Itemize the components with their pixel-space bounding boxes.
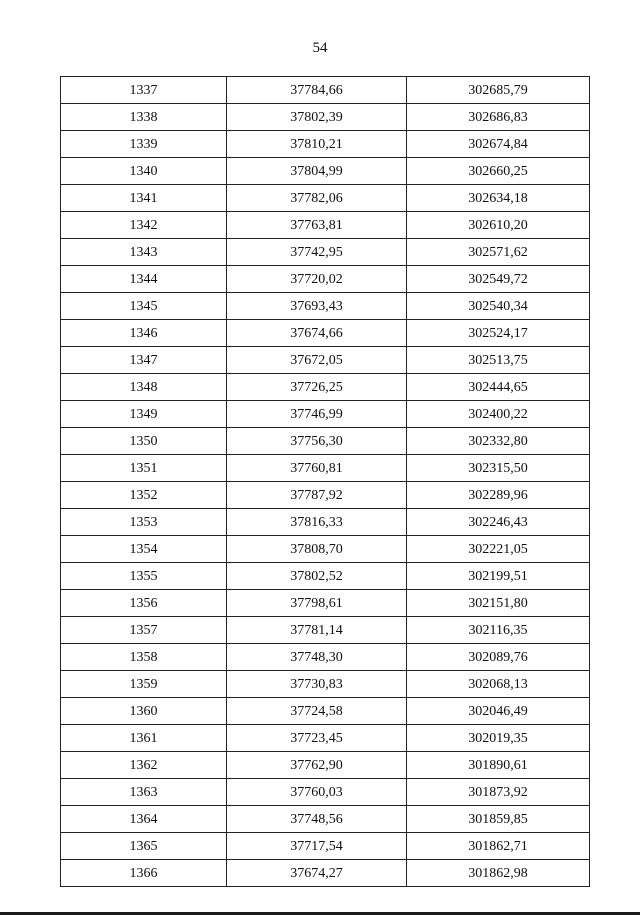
table-row (61, 509, 590, 536)
x-coordinate-cell: 37726,25 (227, 374, 407, 401)
x-coordinate-cell: 37802,52 (227, 563, 407, 590)
table-row (61, 563, 590, 590)
y-coordinate-cell: 302549,72 (407, 266, 590, 293)
point-number-cell: 1338 (61, 104, 227, 131)
point-number-cell: 1361 (61, 725, 227, 752)
point-number-cell: 1365 (61, 833, 227, 860)
y-coordinate-cell: 302332,80 (407, 428, 590, 455)
table-row (61, 590, 590, 617)
table-row (61, 347, 590, 374)
x-coordinate-cell: 37816,33 (227, 509, 407, 536)
table-row (61, 617, 590, 644)
coordinates-table (60, 76, 590, 887)
table-row (61, 644, 590, 671)
x-coordinate-cell: 37672,05 (227, 347, 407, 374)
y-coordinate-cell: 301859,85 (407, 806, 590, 833)
table-row (61, 77, 590, 104)
point-number-cell: 1363 (61, 779, 227, 806)
point-number-cell: 1349 (61, 401, 227, 428)
table-row (61, 806, 590, 833)
x-coordinate-cell: 37784,66 (227, 77, 407, 104)
y-coordinate-cell: 302019,35 (407, 725, 590, 752)
table-row (61, 104, 590, 131)
point-number-cell: 1348 (61, 374, 227, 401)
y-coordinate-cell: 302634,18 (407, 185, 590, 212)
table-row (61, 239, 590, 266)
y-coordinate-cell: 302571,62 (407, 239, 590, 266)
y-coordinate-cell: 302400,22 (407, 401, 590, 428)
x-coordinate-cell: 37674,27 (227, 860, 407, 887)
x-coordinate-cell: 37787,92 (227, 482, 407, 509)
point-number-cell: 1360 (61, 698, 227, 725)
point-number-cell: 1345 (61, 293, 227, 320)
y-coordinate-cell: 301873,92 (407, 779, 590, 806)
y-coordinate-cell: 302089,76 (407, 644, 590, 671)
point-number-cell: 1351 (61, 455, 227, 482)
table-row (61, 185, 590, 212)
x-coordinate-cell: 37730,83 (227, 671, 407, 698)
y-coordinate-cell: 302315,50 (407, 455, 590, 482)
point-number-cell: 1342 (61, 212, 227, 239)
x-coordinate-cell: 37693,43 (227, 293, 407, 320)
point-number-cell: 1337 (61, 77, 227, 104)
table-row (61, 833, 590, 860)
point-number-cell: 1346 (61, 320, 227, 347)
x-coordinate-cell: 37781,14 (227, 617, 407, 644)
x-coordinate-cell: 37674,66 (227, 320, 407, 347)
x-coordinate-cell: 37748,56 (227, 806, 407, 833)
table-body (61, 77, 590, 887)
table-row (61, 428, 590, 455)
y-coordinate-cell: 302685,79 (407, 77, 590, 104)
table-row (61, 671, 590, 698)
point-number-cell: 1343 (61, 239, 227, 266)
table-row (61, 131, 590, 158)
point-number-cell: 1352 (61, 482, 227, 509)
x-coordinate-cell: 37802,39 (227, 104, 407, 131)
x-coordinate-cell: 37810,21 (227, 131, 407, 158)
table-row (61, 266, 590, 293)
x-coordinate-cell: 37720,02 (227, 266, 407, 293)
point-number-cell: 1347 (61, 347, 227, 374)
page-number: 54 (312, 40, 328, 56)
point-number-cell: 1357 (61, 617, 227, 644)
y-coordinate-cell: 302221,05 (407, 536, 590, 563)
point-number-cell: 1356 (61, 590, 227, 617)
table-row (61, 401, 590, 428)
y-coordinate-cell: 302686,83 (407, 104, 590, 131)
point-number-cell: 1339 (61, 131, 227, 158)
table-row (61, 860, 590, 887)
y-coordinate-cell: 302524,17 (407, 320, 590, 347)
y-coordinate-cell: 302199,51 (407, 563, 590, 590)
table-row (61, 752, 590, 779)
x-coordinate-cell: 37760,81 (227, 455, 407, 482)
y-coordinate-cell: 302289,96 (407, 482, 590, 509)
y-coordinate-cell: 302151,80 (407, 590, 590, 617)
point-number-cell: 1340 (61, 158, 227, 185)
y-coordinate-cell: 302444,65 (407, 374, 590, 401)
table-row (61, 293, 590, 320)
y-coordinate-cell: 302116,35 (407, 617, 590, 644)
y-coordinate-cell: 302046,49 (407, 698, 590, 725)
point-number-cell: 1355 (61, 563, 227, 590)
table-row (61, 374, 590, 401)
point-number-cell: 1362 (61, 752, 227, 779)
point-number-cell: 1366 (61, 860, 227, 887)
table-row (61, 698, 590, 725)
point-number-cell: 1364 (61, 806, 227, 833)
x-coordinate-cell: 37717,54 (227, 833, 407, 860)
x-coordinate-cell: 37804,99 (227, 158, 407, 185)
y-coordinate-cell: 302068,13 (407, 671, 590, 698)
table-row (61, 725, 590, 752)
x-coordinate-cell: 37798,61 (227, 590, 407, 617)
y-coordinate-cell: 302513,75 (407, 347, 590, 374)
x-coordinate-cell: 37742,95 (227, 239, 407, 266)
table-row (61, 536, 590, 563)
x-coordinate-cell: 37748,30 (227, 644, 407, 671)
x-coordinate-cell: 37724,58 (227, 698, 407, 725)
y-coordinate-cell: 302540,34 (407, 293, 590, 320)
table-row (61, 212, 590, 239)
x-coordinate-cell: 37723,45 (227, 725, 407, 752)
point-number-cell: 1358 (61, 644, 227, 671)
point-number-cell: 1359 (61, 671, 227, 698)
point-number-cell: 1350 (61, 428, 227, 455)
table-row (61, 158, 590, 185)
x-coordinate-cell: 37808,70 (227, 536, 407, 563)
y-coordinate-cell: 302674,84 (407, 131, 590, 158)
x-coordinate-cell: 37763,81 (227, 212, 407, 239)
y-coordinate-cell: 301862,71 (407, 833, 590, 860)
table-row (61, 482, 590, 509)
table-row (61, 779, 590, 806)
y-coordinate-cell: 302246,43 (407, 509, 590, 536)
x-coordinate-cell: 37746,99 (227, 401, 407, 428)
table-row (61, 320, 590, 347)
x-coordinate-cell: 37760,03 (227, 779, 407, 806)
point-number-cell: 1344 (61, 266, 227, 293)
y-coordinate-cell: 302660,25 (407, 158, 590, 185)
y-coordinate-cell: 301862,98 (407, 860, 590, 887)
point-number-cell: 1353 (61, 509, 227, 536)
table-row (61, 455, 590, 482)
point-number-cell: 1354 (61, 536, 227, 563)
y-coordinate-cell: 302610,20 (407, 212, 590, 239)
y-coordinate-cell: 301890,61 (407, 752, 590, 779)
x-coordinate-cell: 37782,06 (227, 185, 407, 212)
x-coordinate-cell: 37762,90 (227, 752, 407, 779)
x-coordinate-cell: 37756,30 (227, 428, 407, 455)
point-number-cell: 1341 (61, 185, 227, 212)
